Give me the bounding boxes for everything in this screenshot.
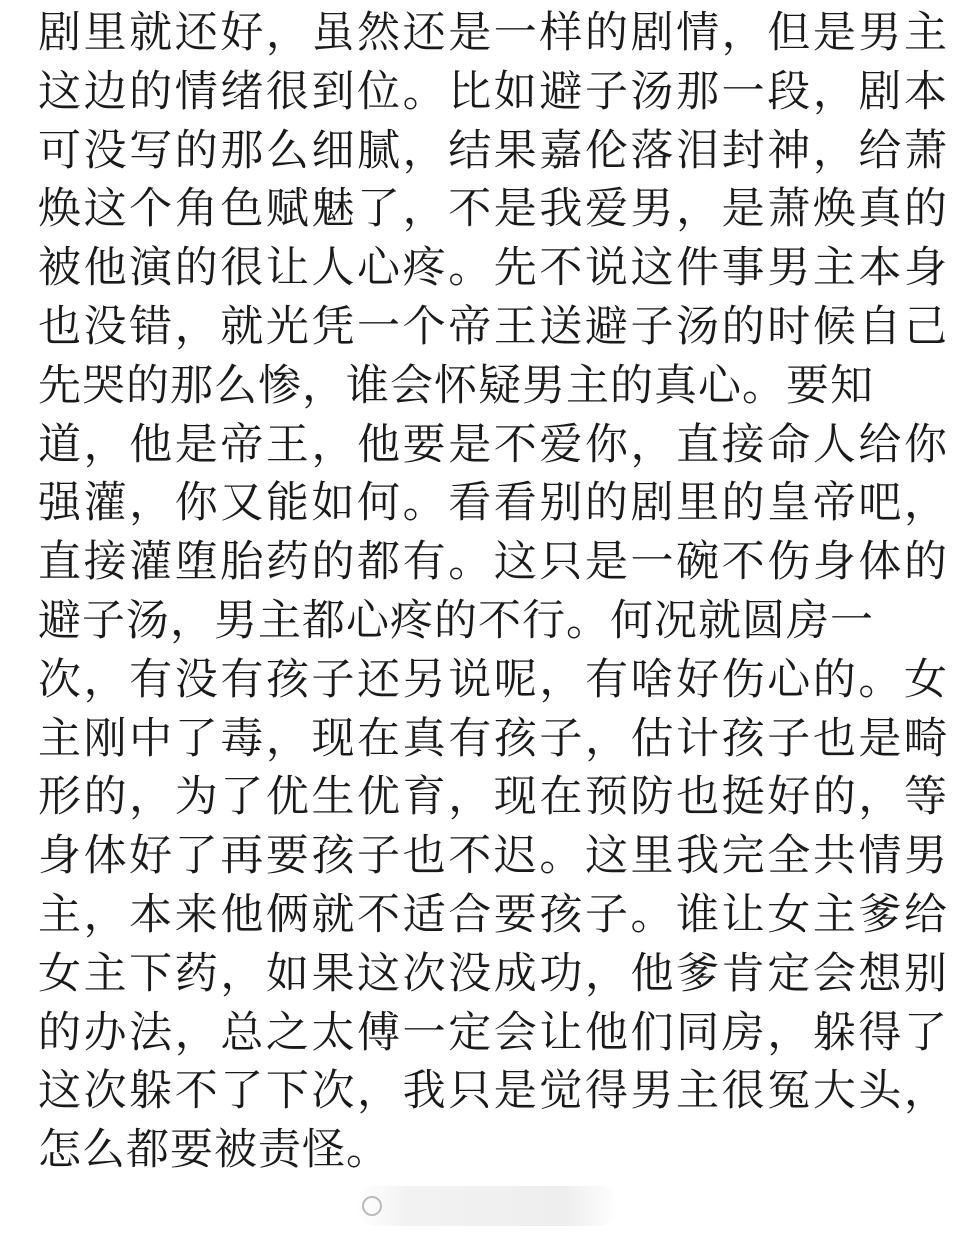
- post-text: [38, 4, 948, 1180]
- text-line: 形的，为了优生优育，现在预防也挺好的，等: [38, 772, 948, 823]
- text-line: 避子汤，男主都心疼的不行。何况就圆房一: [38, 595, 874, 646]
- text-line: 先哭的那么惨，谁会怀疑男主的真心。要知: [38, 360, 874, 411]
- watermark-logo-icon: [362, 1196, 382, 1216]
- text-line: 次，有没有孩子还另说呢，有啥好伤心的。女: [38, 654, 948, 705]
- text-line: 强灌，你又能如何。看看别的剧里的皇帝吧，: [38, 478, 948, 529]
- text-line: 也没错，就光凭一个帝王送避子汤的时候自己: [38, 301, 948, 352]
- text-line: 身体好了再要孩子也不迟。这里我完全共情男: [38, 831, 948, 882]
- text-line: 怎么都要被责怪。: [38, 1125, 390, 1176]
- text-line: 女主下药，如果这次没成功，他爹肯定会想别: [38, 948, 948, 999]
- text-line: 这次躲不了下次，我只是觉得男主很冤大头，: [38, 1066, 948, 1117]
- text-line: 被他演的很让人心疼。先不说这件事男主本身: [38, 243, 948, 294]
- text-line: 主刚中了毒，现在真有孩子，估计孩子也是畸: [38, 713, 948, 764]
- text-line: 可没写的那么细腻，结果嘉伦落泪封神，给萧: [38, 125, 948, 176]
- text-line: 的办法，总之太傅一定会让他们同房，躲得了: [38, 1007, 948, 1058]
- text-line: 道，他是帝王，他要是不爱你，直接命人给你: [38, 419, 948, 470]
- text-line: 直接灌堕胎药的都有。这只是一碗不伤身体的: [38, 537, 948, 588]
- text-line: 焕这个角色赋魅了，不是我爱男，是萧焕真的: [38, 184, 948, 235]
- text-line: 剧里就还好，虽然还是一样的剧情，但是男主: [38, 8, 948, 58]
- watermark: [356, 1186, 618, 1226]
- text-line: 主，本来他俩就不适合要孩子。谁让女主爹给: [38, 889, 948, 940]
- text-line: 这边的情绪很到位。比如避子汤那一段，剧本: [38, 66, 948, 117]
